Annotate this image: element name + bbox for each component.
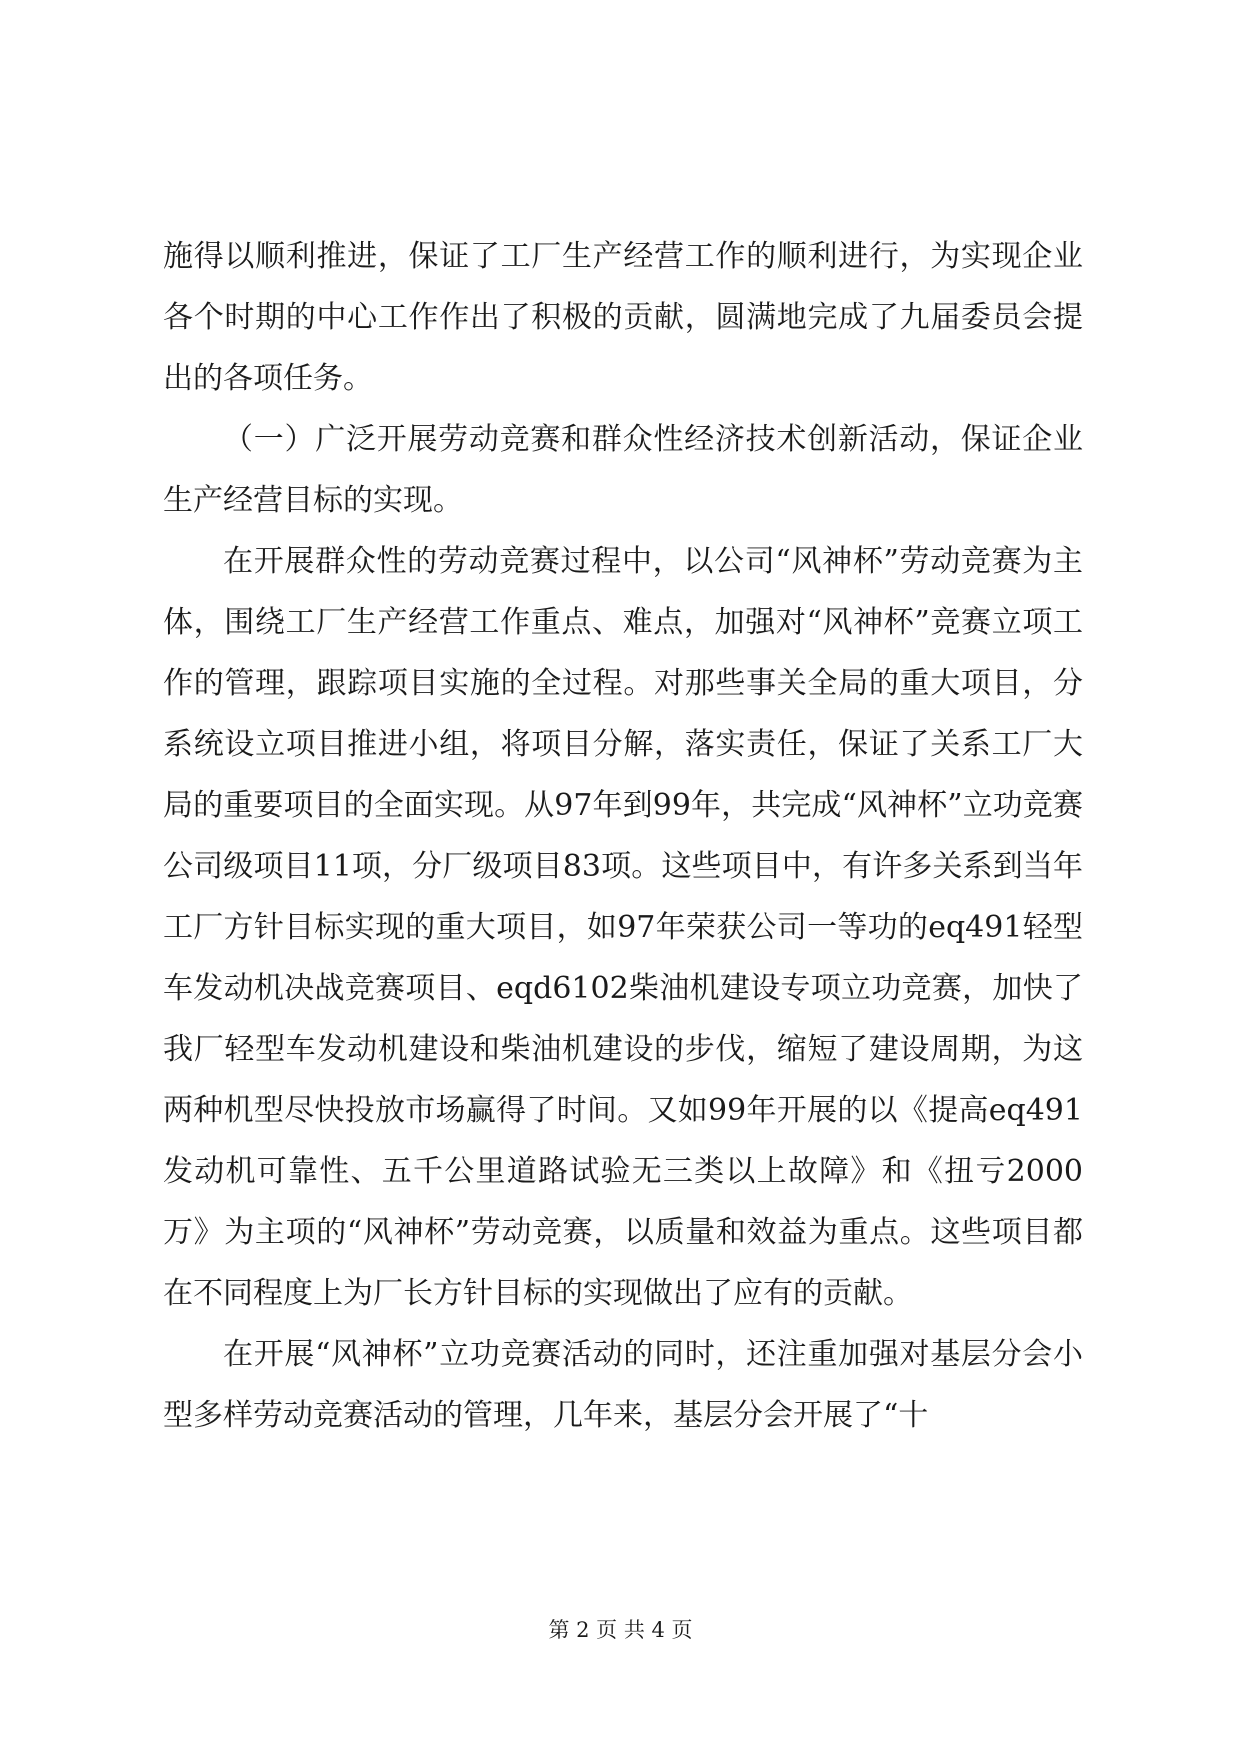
- paragraph-2-section-heading: （一）广泛开展劳动竞赛和群众性经济技术创新活动，保证企业生产经营目标的实现。: [163, 422, 1083, 518]
- page-footer: 第 2 页 共 4 页: [548, 1618, 693, 1642]
- paragraph-3: 在开展群众性的劳动竞赛过程中，以公司“风神杯”劳动竞赛为主体，围绕工厂生产经营工作重点、难点，加强对“风神杯”竞赛立项工作的管理，跟踪项目实施的全过程。对那些事关全局的重大项目，分系统设立项目推进小组，将项目分解，落实责任，保证了关系工厂大局的重要项目的全面实现。从97年到99年，共完成“风神杯”立功竞赛公司级项目11项，分厂级项目83项。这些项目中，有许多关系到当年工厂方针目标实现的重大项目，如97年荣获公司一等功的eq491轻型车发动机决战竞赛项目、eqd6102柴油机建设专项立功竞赛，加快了我厂轻型车发动机建设和柴油机建设的步伐，缩短了建设周期，为这两种机型尽快投放市场赢得了时间。又如99年开展的以《提高eq491发动机可靠性、五千公里道路试验无三类以上故障》和《扭亏2000万》为主项的“风神杯”劳动竞赛，以质量和效益为重点。这些项目都在不同程度上为厂长方针目标的实现做出了应有的贡献。: [163, 544, 1083, 1311]
- paragraph-4: 在开展“风神杯”立功竞赛活动的同时，还注重加强对基层分会小型多样劳动竞赛活动的管理，几年来，基层分会开展了“十: [163, 1337, 1083, 1433]
- document-body: [163, 226, 1083, 1446]
- paragraph-1: 施得以顺利推进，保证了工厂生产经营工作的顺利进行，为实现企业各个时期的中心工作作出了积极的贡献，圆满地完成了九届委员会提出的各项任务。: [163, 239, 1083, 396]
